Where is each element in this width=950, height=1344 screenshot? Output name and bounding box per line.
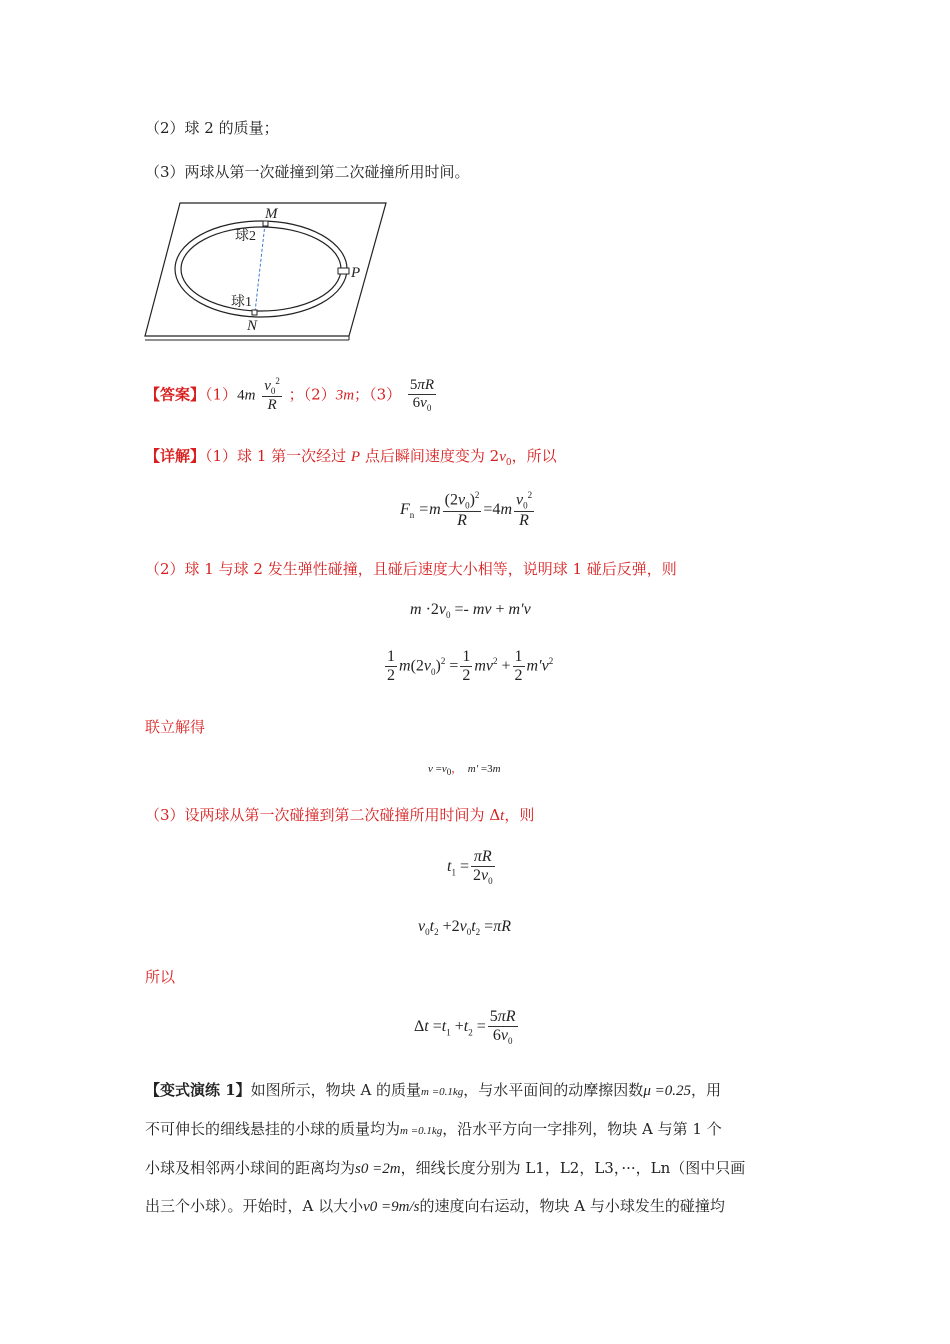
- answer-tag: 【答案】: [145, 385, 206, 404]
- variant-tag: 【变式演练 1】: [145, 1081, 251, 1099]
- answer-line: 【答案】（1）4m $\frac{v_0^2}{R}$ ；（2）3m；（3） $\frac{5\pi R}{6v_0}$: [145, 376, 435, 414]
- variant-line-2: 不可伸长的细线悬挂的小球的质量均为m =0.1kg，沿水平方向一字排列，物块 A 与第 1 个: [145, 1120, 722, 1138]
- answer2-value: 3m: [335, 387, 355, 404]
- equation-momentum: $m \cdot 2v_0$ =- mv + m′v: [410, 601, 531, 621]
- equation-result: $v =v_0$， m′ =3m: [428, 763, 501, 778]
- variant-line-3: 小球及相邻两小球间的距离均为s0 =2m，细线长度分别为 L1，L2，L3，···，Ln（图中只画: [145, 1159, 746, 1177]
- variant-line-4: 出三个小球）。开始时，A 以大小v0 =9m/s的速度向右运动，物块 A 与小球发生的碰撞均: [145, 1197, 725, 1215]
- variant-line-1: 【变式演练 1】如图所示，物块 A 的质量m =0.1kg，与水平面间的动摩擦因数μ =0.25，用: [145, 1081, 721, 1099]
- diameter-line: [255, 224, 265, 312]
- question-2: （2）球 2 的质量；: [145, 119, 279, 137]
- detail-tag: 【详解】: [145, 447, 206, 465]
- track-figure: [143, 198, 393, 343]
- lianli-text: 联立解得: [145, 718, 206, 736]
- answer1-fraction: $\frac{v_0^2}{R}$: [264, 376, 280, 414]
- equation-t2: $v_0t_2 +2v_0t_2 =\pi R$: [418, 918, 511, 938]
- label-M: M: [265, 206, 278, 222]
- part2-text: （2）球 1 与球 2 发生弹性碰撞，且碰后速度大小相等，说明球 1 碰后反弹，则: [145, 560, 677, 578]
- question-3: （3）两球从第一次碰撞到第二次碰撞所用时间。: [145, 163, 470, 181]
- equation-delta-t: $\Delta t =t_1 +t_2$ = $\frac{5\pi R}{6v_0}$: [414, 1008, 516, 1047]
- part3-text: （3）设两球从第一次碰撞到第二次碰撞所用时间为 Δt，则: [145, 806, 535, 824]
- variant-paragraph: [145, 1072, 805, 1226]
- equation-t1: $t_1$ = $\frac{\pi R}{2v_0}$: [447, 848, 493, 887]
- ball1-marker: [252, 310, 257, 315]
- suoyi-text: 所以: [145, 968, 176, 986]
- label-ball1: 球1: [231, 295, 252, 310]
- label-P: P: [351, 265, 361, 281]
- label-ball2: 球2: [235, 229, 256, 244]
- equation-Fn: $F_n =m$ $\frac{(2v_0)^2}{R}$ =4m $\frac{v_0^2}{R}$: [400, 490, 533, 529]
- point-P-marker: [338, 268, 349, 274]
- track-outer: [175, 221, 347, 317]
- label-N: N: [247, 318, 258, 334]
- track-inner: [181, 227, 341, 311]
- answer3-fraction: $\frac{5\pi R}{6v_0}$: [409, 377, 435, 414]
- detail-line: 【详解】（1）球 1 第一次经过 P 点后瞬间速度变为 $2v_0$，所以: [145, 447, 557, 468]
- equation-energy: $\frac{1}{2}$ $m(2v_0)^2$ = $\frac{1}{2}$ $mv^2$ + $\frac{1}{2}$ $m'v^2$: [387, 648, 554, 685]
